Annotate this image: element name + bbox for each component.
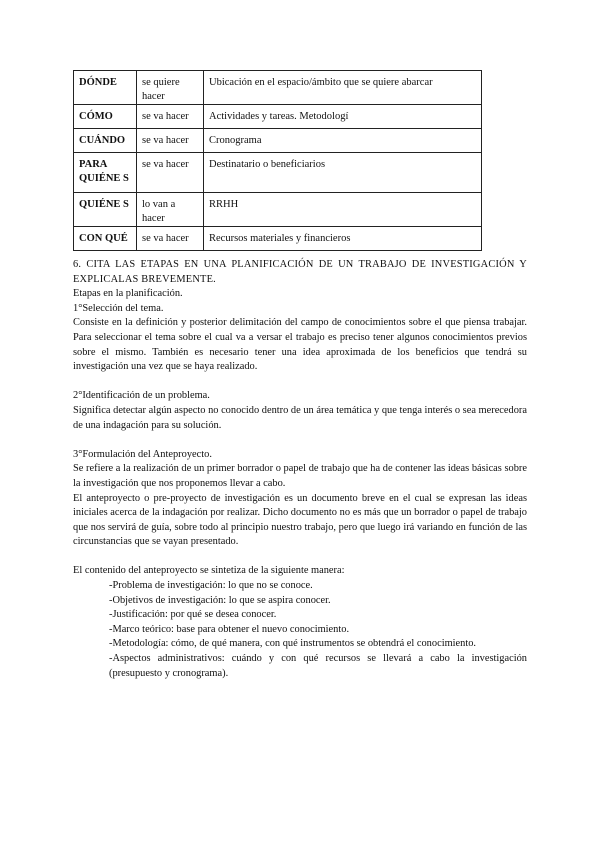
row-description: Destinatario o beneficiarios — [204, 153, 482, 193]
stage-text: Significa detectar algún aspecto no conocido dentro de un área temática y que tenga interés o sea merecedora de una indagación para su solución. — [73, 404, 527, 431]
stage-text: El anteproyecto o pre-proyecto de investigación es un documento breve en el cual se expresan las ideas iniciales acerca de la indagación por realizar. Dicho documento no es más que un borrador o papel de trabajo que nos servirá de guía, sobre todo al principio nuestro trabajo, pero que luego irá variando en función de las circunstancias que se vayan presentado. — [73, 492, 527, 548]
spacer — [73, 375, 527, 390]
section-heading: 6. CITA LAS ETAPAS EN UNA PLANIFICACIÓN DE UN TRABAJO DE INVESTIGACIÓN Y EXPLICALAS BREVEMENTE. — [73, 259, 527, 285]
row-verb: se va hacer — [137, 105, 204, 129]
row-key: PARA QUIÉNE S — [74, 153, 137, 193]
stage-title: 3°Formulación del Anteproyecto. — [73, 448, 212, 460]
row-description: Cronograma — [204, 129, 482, 153]
table-row — [74, 227, 482, 251]
list-item: -Marco teórico: base para obtener el nuevo conocimiento. — [109, 623, 350, 635]
content-list — [73, 579, 527, 681]
synthesis-intro: El contenido del anteproyecto se sintetiza de la siguiente manera: — [73, 565, 345, 577]
row-verb: lo van a hacer — [137, 193, 204, 227]
stage-text: Consiste en la definición y posterior delimitación del campo de conocimientos sobre el que piensa trabajar. Para seleccionar el tema sobre el cual va a versar el trabajo es preciso tener algunos conocimientos previos sobre el mismo. También es necesario tener una idea aproximada de los beneficios que tendrá su investigación una vez que se haya realizado. — [73, 317, 527, 373]
row-key: QUIÉNE S — [74, 193, 137, 227]
spacer — [73, 433, 527, 448]
row-key: DÓNDE — [74, 71, 137, 105]
table-row — [74, 193, 482, 227]
stage-title: 2°Identificación de un problema. — [73, 390, 210, 402]
row-key: CÓMO — [74, 105, 137, 129]
list-item: -Justificación: por qué se desea conocer. — [109, 609, 277, 621]
spacer — [73, 550, 527, 565]
row-key: CUÁNDO — [74, 129, 137, 153]
row-description: Actividades y tareas. Metodologí — [204, 105, 482, 129]
list-item: -Problema de investigación: lo que no se conoce. — [109, 580, 313, 592]
row-verb: se va hacer — [137, 153, 204, 193]
table-row — [74, 105, 482, 129]
row-verb: se va hacer — [137, 129, 204, 153]
section-body — [73, 258, 527, 681]
table-row — [74, 71, 482, 105]
row-verb: se va hacer — [137, 227, 204, 251]
stage-text: Se refiere a la realización de un primer borrador o papel de trabajo que ha de contener las ideas básicas sobre la investigación que nos proponemos llevar a cabo. — [73, 463, 527, 489]
list-item: -Aspectos administrativos: cuándo y con qué recursos se llevará a cabo la investigación (presupuesto y cronograma). — [109, 653, 527, 679]
table-row — [74, 153, 482, 193]
row-description: Recursos materiales y financieros — [204, 227, 482, 251]
stage-title: 1°Selección del tema. — [73, 302, 164, 314]
row-verb: se quiere hacer — [137, 71, 204, 105]
list-item: -Objetivos de investigación: lo que se aspira conocer. — [109, 594, 331, 606]
row-description: RRHH — [204, 193, 482, 227]
intro-text: Etapas en la planificación. — [73, 288, 183, 300]
row-key: CON QUÉ — [74, 227, 137, 251]
planning-table — [73, 70, 482, 251]
row-description: Ubicación en el espacio/ámbito que se quiere abarcar — [204, 71, 482, 105]
table-row — [74, 129, 482, 153]
list-item: -Metodología: cómo, de qué manera, con qué instrumentos se obtendrá el conocimiento. — [109, 638, 477, 650]
